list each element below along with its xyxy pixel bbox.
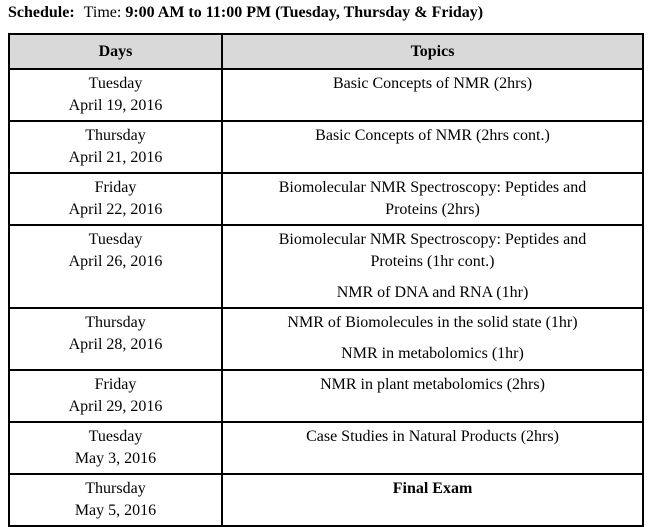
table-row xyxy=(9,474,643,526)
topic-text: Final Exam xyxy=(392,480,473,497)
topic-blank-line xyxy=(228,334,637,343)
day-cell xyxy=(9,121,222,173)
topic-cell xyxy=(222,370,643,422)
table-row xyxy=(9,308,643,370)
day-cell xyxy=(9,225,222,308)
topic-text: NMR of DNA and RNA (1hr) xyxy=(336,284,529,301)
day-cell xyxy=(9,308,222,370)
topic-text: Biomolecular NMR Spectroscopy: Peptides and xyxy=(278,179,587,196)
day-cell xyxy=(9,474,222,526)
schedule-label: Schedule: xyxy=(8,4,75,21)
topic-text: NMR of Biomolecules in the solid state (1hr) xyxy=(287,314,578,331)
table-row xyxy=(9,370,643,422)
topic-cell xyxy=(222,173,643,225)
day-date: April 28, 2016 xyxy=(68,336,163,353)
day-cell xyxy=(9,370,222,422)
topic-text: Case Studies in Natural Products (2hrs) xyxy=(306,428,559,445)
table-row xyxy=(9,69,643,121)
header-row xyxy=(9,34,643,69)
topic-cell xyxy=(222,422,643,474)
day-date: April 21, 2016 xyxy=(68,149,163,166)
table-row xyxy=(9,422,643,474)
day-name: Tuesday xyxy=(88,428,143,445)
header-topics: Topics xyxy=(222,34,643,69)
table-row xyxy=(9,225,643,308)
day-name: Tuesday xyxy=(88,75,143,92)
day-name: Thursday xyxy=(85,127,146,144)
topic-text: NMR in plant metabolomics (2hrs) xyxy=(320,376,545,393)
topic-blank-line xyxy=(228,273,637,282)
table-row xyxy=(9,121,643,173)
topic-text: Biomolecular NMR Spectroscopy: Peptides and xyxy=(278,231,587,248)
day-name: Friday xyxy=(94,376,137,393)
topic-text: Proteins (2hrs) xyxy=(385,201,480,218)
topic-cell xyxy=(222,308,643,370)
day-date: May 3, 2016 xyxy=(74,450,157,467)
topic-text: Proteins (1hr cont.) xyxy=(370,253,495,270)
day-cell xyxy=(9,69,222,121)
header-days: Days xyxy=(9,34,222,69)
topic-cell xyxy=(222,69,643,121)
topic-cell xyxy=(222,121,643,173)
topic-cell xyxy=(222,474,643,526)
table-row xyxy=(9,173,643,225)
day-date: May 5, 2016 xyxy=(74,502,157,519)
day-date: April 22, 2016 xyxy=(68,201,163,218)
day-date: April 26, 2016 xyxy=(68,253,163,270)
schedule-title xyxy=(8,4,483,22)
day-name: Thursday xyxy=(85,480,146,497)
day-date: April 29, 2016 xyxy=(68,398,163,415)
day-name: Tuesday xyxy=(88,231,143,248)
time-value: 9:00 AM to 11:00 PM (Tuesday, Thursday & Friday) xyxy=(125,4,484,21)
schedule-table xyxy=(8,33,644,527)
topic-text: NMR in metabolomics (1hr) xyxy=(341,345,524,362)
topic-cell xyxy=(222,225,643,308)
day-cell xyxy=(9,422,222,474)
day-name: Friday xyxy=(94,179,137,196)
topic-text: Basic Concepts of NMR (2hrs cont.) xyxy=(315,127,550,144)
time-label: Time: xyxy=(83,4,122,21)
day-date: April 19, 2016 xyxy=(68,97,163,114)
day-name: Thursday xyxy=(85,314,146,331)
topic-text: Basic Concepts of NMR (2hrs) xyxy=(332,75,533,92)
day-cell xyxy=(9,173,222,225)
